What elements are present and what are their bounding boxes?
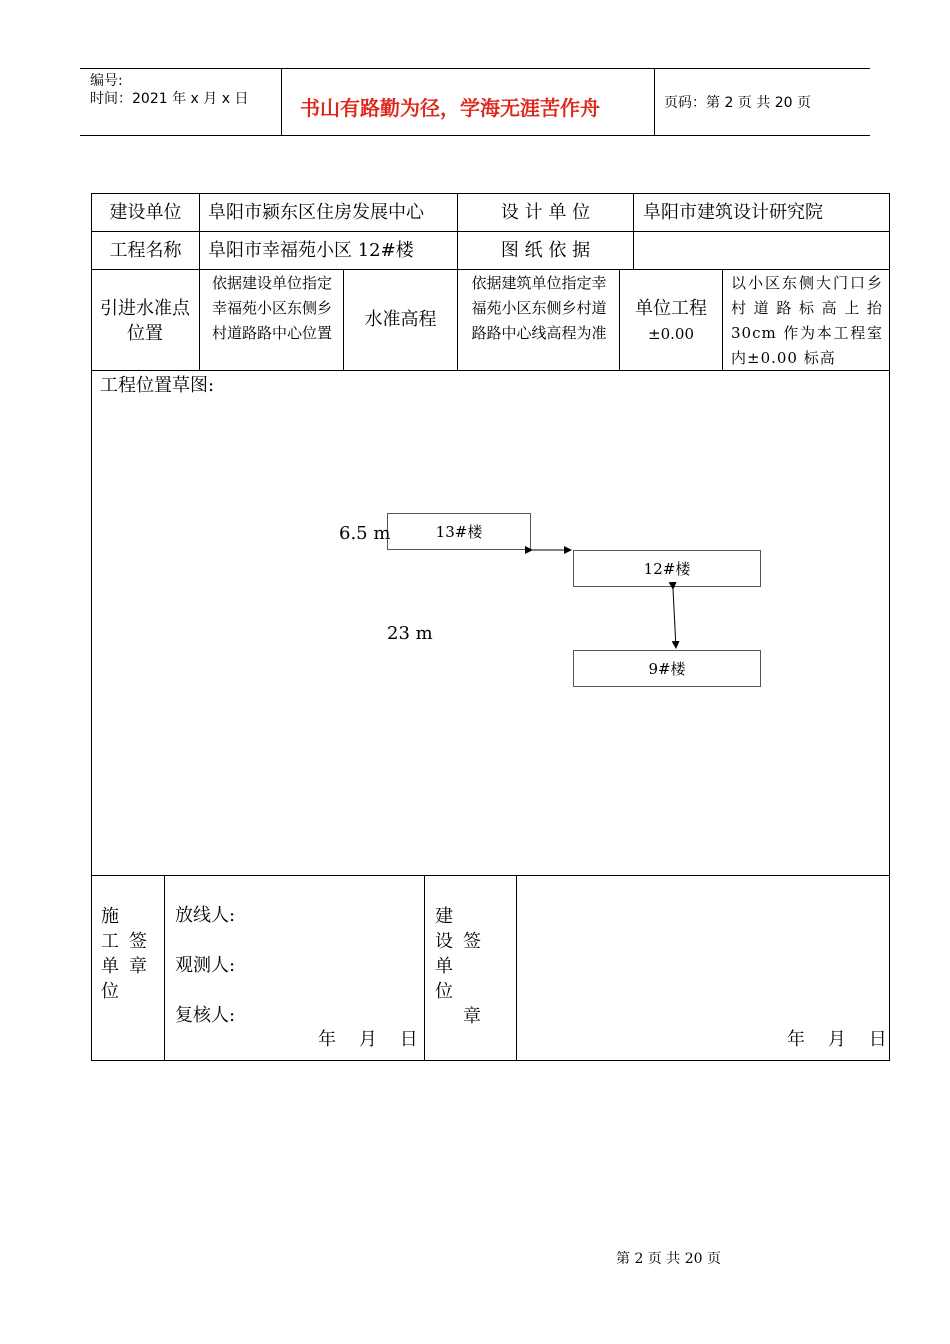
label-unit-project: 单位工程 — [635, 298, 707, 319]
level-elevation-value: 依据建筑单位指定幸福苑小区东侧乡村道路路中心线高程为准 — [471, 274, 607, 342]
observer-field: 观测人: — [175, 955, 236, 976]
header-page-label: 页码：第 2 页 共 20 页 — [664, 95, 811, 111]
owner-seal-vertical-label: 签章 — [463, 931, 481, 1027]
building-9-label: 9#楼 — [648, 660, 686, 678]
label-unit-project-zero: ±0.00 — [648, 325, 694, 343]
label-design-unit: 设 计 单 位 — [500, 202, 591, 223]
dimension-vertical-label: 23 m — [387, 623, 433, 644]
project-name-value: 阜阳市幸福苑小区 12#楼 — [208, 240, 414, 261]
date-right: 年 月 日 — [787, 1029, 887, 1050]
label-project-name: 工程名称 — [109, 240, 182, 261]
arrow-vertical — [673, 589, 676, 648]
sketch-title: 工程位置草图: — [100, 375, 215, 396]
dimension-horizontal-label: 6.5 m — [339, 523, 391, 544]
benchmark-position-value: 依据建设单位指定幸福苑小区东侧乡村道路路中心位置 — [211, 274, 332, 342]
checker-field: 复核人: — [175, 1005, 236, 1026]
footer-page-number: 第 2 页 共 20 页 — [616, 1251, 721, 1267]
setter-field: 放线人: — [175, 905, 236, 926]
design-unit-value: 阜阳市建筑设计研究院 — [643, 202, 823, 223]
building-13-label: 13#楼 — [435, 523, 483, 541]
construction-seal-vertical-label: 签章 — [129, 931, 147, 977]
label-level-elevation: 水准高程 — [364, 309, 437, 330]
unit-project-value: 以小区东侧大门口乡村道路标高上抬 30cm 作为本工程室内±0.00 标高 — [731, 274, 883, 367]
label-benchmark-position: 引进水准点位置 — [100, 298, 190, 344]
date-left: 年 月 日 — [318, 1029, 418, 1050]
doc-number-label: 编号: — [90, 73, 123, 89]
label-drawing-basis: 图 纸 依 据 — [500, 240, 591, 261]
owner-unit-vertical-label: 建设单位 — [435, 906, 453, 1002]
doc-time-label: 时间：2021 年 x 月 x 日 — [90, 91, 249, 107]
header-motto: 书山有路勤为径，学海无涯苦作舟 — [300, 96, 600, 120]
construction-unit-value: 阜阳市颍东区住房发展中心 — [208, 202, 424, 223]
construction-unit-vertical-label: 施工单位 — [101, 906, 119, 1002]
building-12-label: 12#楼 — [643, 560, 691, 578]
label-construction-unit: 建设单位 — [109, 202, 182, 223]
